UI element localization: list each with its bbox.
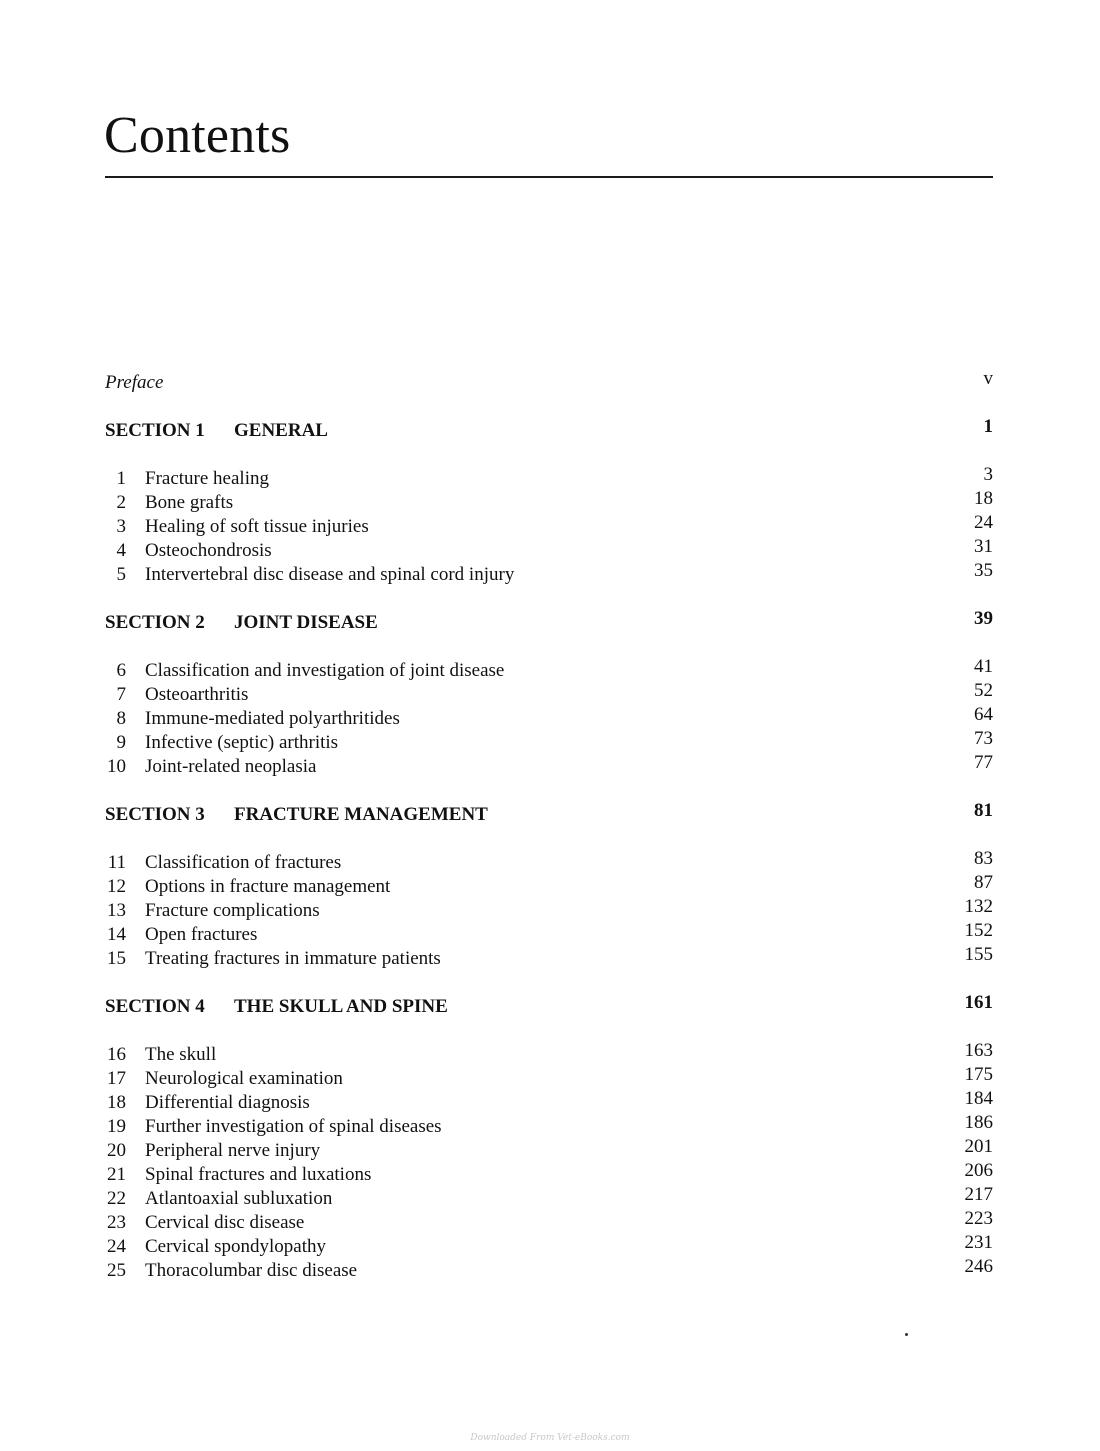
section-heading[interactable]: [105, 416, 993, 443]
chapter-page-number: 186: [964, 1112, 993, 1133]
chapter-title: Healing of soft tissue injuries: [145, 516, 369, 537]
chapter-number: 15: [107, 948, 126, 969]
chapter-number: 23: [107, 1212, 126, 1233]
chapter-page-number: 217: [964, 1184, 993, 1205]
stray-dot-mark: [905, 1333, 908, 1336]
toc-entry-chapter[interactable]: [105, 560, 993, 587]
section-heading[interactable]: [105, 800, 993, 827]
chapter-page-number: 77: [974, 752, 993, 773]
chapter-title: Fracture complications: [145, 900, 320, 921]
section-name: THE SKULL AND SPINE: [234, 996, 448, 1017]
chapter-title: Cervical spondylopathy: [145, 1236, 326, 1257]
title-divider: [105, 176, 993, 178]
section-label: SECTION 1: [105, 420, 205, 441]
chapter-page-number: 41: [974, 656, 993, 677]
chapter-page-number: 163: [964, 1040, 993, 1061]
chapter-title: Treating fractures in immature patients: [145, 948, 441, 969]
chapter-number: 24: [107, 1236, 126, 1257]
section-name: FRACTURE MANAGEMENT: [234, 804, 488, 825]
chapter-page-number: 231: [964, 1232, 993, 1253]
chapter-page-number: 155: [964, 944, 993, 965]
toc-entry-chapter[interactable]: [105, 1136, 993, 1163]
toc-entry-chapter[interactable]: [105, 1040, 993, 1067]
chapter-number: 14: [107, 924, 126, 945]
chapter-number: 8: [116, 708, 126, 729]
toc-entry-chapter[interactable]: [105, 944, 993, 971]
chapter-number: 25: [107, 1260, 126, 1281]
chapter-title: Open fractures: [145, 924, 258, 945]
chapter-page-number: 3: [983, 464, 993, 485]
page-title: Contents: [104, 107, 291, 164]
chapter-number: 6: [116, 660, 126, 681]
chapter-page-number: 175: [964, 1064, 993, 1085]
section-name: JOINT DISEASE: [234, 612, 378, 633]
section-heading[interactable]: [105, 992, 993, 1019]
toc-entry-chapter[interactable]: [105, 1208, 993, 1235]
toc-entry-chapter[interactable]: [105, 1112, 993, 1139]
toc-entry-chapter[interactable]: [105, 1160, 993, 1187]
chapter-title: Spinal fractures and luxations: [145, 1164, 372, 1185]
chapter-title: Peripheral nerve injury: [145, 1140, 321, 1161]
section-page-number: 161: [964, 992, 993, 1013]
chapter-page-number: 73: [974, 728, 993, 749]
chapter-title: Further investigation of spinal diseases: [145, 1116, 442, 1137]
chapter-title: Fracture healing: [145, 468, 269, 489]
chapter-title: Cervical disc disease: [145, 1212, 305, 1233]
toc-entry-chapter[interactable]: [105, 536, 993, 563]
chapter-title: Joint-related neoplasia: [145, 756, 317, 777]
footer-watermark: Downloaded From Vet-eBooks.com: [470, 1433, 630, 1443]
chapter-number: 19: [107, 1116, 126, 1137]
chapter-number: 22: [107, 1188, 126, 1209]
chapter-page-number: 206: [964, 1160, 993, 1181]
chapter-number: 13: [107, 900, 126, 921]
toc-entry-chapter[interactable]: [105, 512, 993, 539]
toc-entry-chapter[interactable]: [105, 920, 993, 947]
chapter-number: 9: [116, 732, 126, 753]
chapter-page-number: 35: [974, 560, 993, 581]
section-heading[interactable]: [105, 608, 993, 635]
chapter-title: Intervertebral disc disease and spinal cord injury: [145, 564, 515, 585]
section-spacer: [105, 587, 993, 611]
chapter-number: 21: [107, 1164, 126, 1185]
chapter-page-number: 83: [974, 848, 993, 869]
toc-entry-chapter[interactable]: [105, 680, 993, 707]
chapter-number: 10: [107, 756, 126, 777]
preface-page-number: v: [983, 368, 993, 389]
toc-entry-chapter[interactable]: [105, 896, 993, 923]
toc-entry-chapter[interactable]: [105, 704, 993, 731]
chapter-title: Osteoarthritis: [145, 684, 249, 705]
chapter-page-number: 24: [974, 512, 993, 533]
chapter-title: Immune-mediated polyarthritides: [145, 708, 400, 729]
chapter-title: Thoracolumbar disc disease: [145, 1260, 358, 1281]
chapter-number: 5: [116, 564, 126, 585]
chapter-page-number: 223: [964, 1208, 993, 1229]
toc-entry-chapter[interactable]: [105, 752, 993, 779]
chapter-number: 17: [107, 1068, 126, 1089]
chapter-title: Differential diagnosis: [145, 1092, 310, 1113]
chapter-page-number: 152: [964, 920, 993, 941]
chapter-page-number: 52: [974, 680, 993, 701]
chapter-title: The skull: [145, 1044, 217, 1065]
toc-entry-chapter[interactable]: [105, 464, 993, 491]
section-label: SECTION 2: [105, 612, 205, 633]
toc-entry-preface[interactable]: [105, 368, 993, 395]
chapter-title: Neurological examination: [145, 1068, 343, 1089]
section-spacer: [105, 779, 993, 803]
chapter-page-number: 31: [974, 536, 993, 557]
section-spacer: [105, 971, 993, 995]
chapter-page-number: 132: [964, 896, 993, 917]
chapter-page-number: 18: [974, 488, 993, 509]
section-page-number: 39: [974, 608, 993, 629]
chapter-page-number: 201: [964, 1136, 993, 1157]
chapter-page-number: 184: [964, 1088, 993, 1109]
toc-entry-chapter[interactable]: [105, 872, 993, 899]
chapter-number: 11: [107, 852, 126, 873]
toc-entry-chapter[interactable]: [105, 1064, 993, 1091]
section-name: GENERAL: [234, 420, 328, 441]
chapter-number: 1: [116, 468, 126, 489]
chapter-number: 12: [107, 876, 126, 897]
section-page-number: 1: [983, 416, 993, 437]
chapter-title: Osteochondrosis: [145, 540, 272, 561]
toc-entry-chapter[interactable]: [105, 656, 993, 683]
toc-entry-chapter[interactable]: [105, 848, 993, 875]
chapter-number: 20: [107, 1140, 126, 1161]
sections-list: [105, 416, 993, 1283]
chapter-number: 18: [107, 1092, 126, 1113]
chapter-number: 2: [116, 492, 126, 513]
chapter-page-number: 87: [974, 872, 993, 893]
chapter-number: 16: [107, 1044, 126, 1065]
chapter-page-number: 64: [974, 704, 993, 725]
toc-entry-chapter[interactable]: [105, 1184, 993, 1211]
section-label: SECTION 4: [105, 996, 205, 1017]
chapter-page-number: 246: [964, 1256, 993, 1277]
chapter-title: Options in fracture management: [145, 876, 391, 897]
section-label: SECTION 3: [105, 804, 205, 825]
toc-entry-chapter[interactable]: [105, 1256, 993, 1283]
toc-entry-chapter[interactable]: [105, 488, 993, 515]
chapter-title: Atlantoaxial subluxation: [145, 1188, 333, 1209]
chapter-number: 3: [116, 516, 126, 537]
toc-entry-chapter[interactable]: [105, 1232, 993, 1259]
chapter-title: Bone grafts: [145, 492, 234, 513]
chapter-number: 4: [116, 540, 126, 561]
section-page-number: 81: [974, 800, 993, 821]
table-of-contents: [105, 368, 993, 1283]
chapter-title: Classification and investigation of joint disease: [145, 660, 505, 681]
preface-title: Preface: [105, 372, 164, 393]
chapter-title: Classification of fractures: [145, 852, 342, 873]
chapter-title: Infective (septic) arthritis: [145, 732, 339, 753]
chapter-number: 7: [116, 684, 126, 705]
toc-entry-chapter[interactable]: [105, 1088, 993, 1115]
toc-entry-chapter[interactable]: [105, 728, 993, 755]
